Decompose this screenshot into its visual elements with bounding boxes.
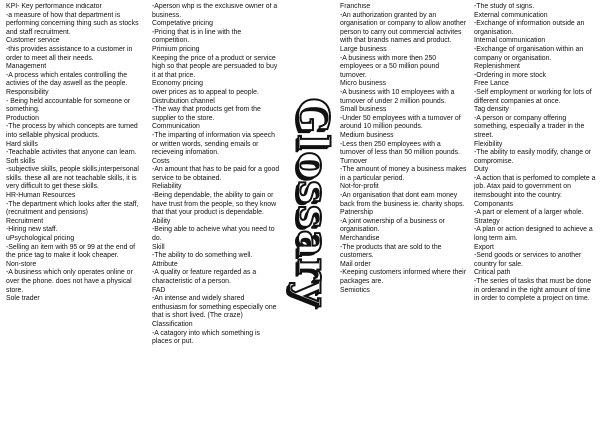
glossary-column-3: Franchise -An authorization granted by an organisation or company to allow another person to carry out commercial activites with that brands names and product. Large business -A business with more then 250 employees or a 50 million pound turnover. Micro business -A business with 10 employees with a turnover of under 2 million pounds. Small business -Under 50 employees with a turnover of around 10 million peounds. Medium business -Less then 250 employees with a turnover of less than 50 million pounds. Turnover -The amount of money a business makes in a particular period. Not-for-profit -An organisation that dont earn money back from the business ie. charity shops. Patnership -A joint ownership of a business or organisation. Merchandise -The products that are sold to the customers. Mail order -Keeping customers informed where their packages are. Semiotics — [340, 3, 467, 294]
glossary-title: Glossary — [288, 97, 338, 307]
glossary-column-1: KPI- Key performance indicator -a measure of how that department is performing concerning thing such as stocks and staff recruitment. Customer service -this provides assistance to a customer in order to meet all their needs. Management -A process which entales controlling the activies of the day aswell as the people. Responsibility - Being held accountable for someone or something. Production -The process by which concepts are turned into sellable physical products. Hard skills -Teachable activites that anyone can learn. Soft skills -subjective skills, people skills,interpersonal skills. these all are not teachable skills, it is very difficult to get these skills. HR-Human Resources -The department which looks after the staff,(recruitment and pensions) Recruitment -Hiring new staff. uPsychological pricing -Selling an item with 95 or 99 at the end of the price tag to make it look cheaper. Non-store -A business which only operates online or over the phone. does not have a physical store. Sole trader — [6, 3, 139, 303]
glossary-column-2: -Aperson whp is the exclusive owner of a business. Competative pricing -Pricing that is in line with the competition. Primium pricing Keeping the price of a product or service high so that people are persuaded to buy it at that price. Economy pricing ower prices as to appeal to people. Distrubution channel -The way that products get from the supplier to the store. Communication -The imparting of information via speech or written words, sending emails or recieveing infomation. Costs -An amount that has to be paid for a good service to be obtained. Reliability -Being dependable, the ability to gain or have trust from the people, so they know that that your product is dependable. Ability -Being able to acheive what you need to do. Skill -The ability to do something well. Attribute -A quality or feature regarded as a characteristic of a person. FAD -An intense and widely shared enthusiasm for something especially one that is short lived. (The craze) Classification -A catagory into which something is places or put. — [152, 3, 280, 346]
glossary-column-4: -The study of signs. External communication -Exchange of information outside an organisation. Internal communication -Exchange of organisation within an company or organisation. Replenishment -Ordering in more stock Free Lance -Self employment or working for lots of different companies at once. Tag density -A person or company offering something, especially a trader in the street. Flexibility -The ability to easily modify, change or compromise. Duty -A action that is perfomed to complete a job. Atax paid to government on itemsbought into the country. Componants -A part or element of a larger whole. Strategy -A plan or action designed to achieve a long term aim. Export -Send goods or services to another country for sale. Critical path -The series of tasks that must be done in orderand in the right amount of time in order to complete a project on time. — [474, 3, 596, 303]
